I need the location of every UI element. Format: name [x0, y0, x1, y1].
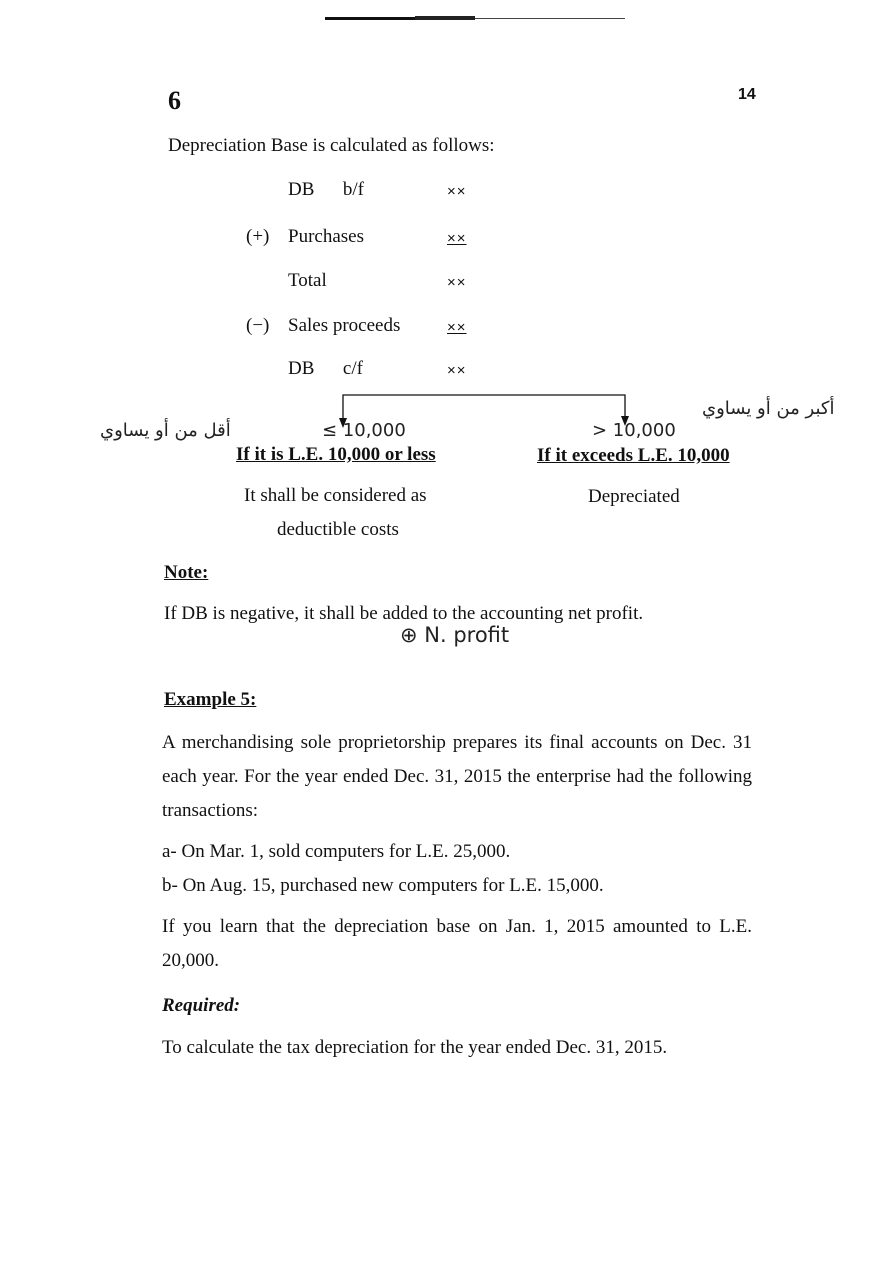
- note-handwritten: ⊕ N. profit: [400, 623, 510, 647]
- page-number: 14: [738, 86, 756, 103]
- calc-value: ××: [447, 362, 467, 379]
- required-title: Required:: [162, 995, 241, 1016]
- calc-label: DB c/f: [288, 358, 363, 379]
- example-paragraph: A merchandising sole proprietorship prepares its final accounts on Dec. 31 each year. For the year ended Dec. 31, 2015 the enterprise had the following transactions:: [162, 732, 752, 821]
- right-handwritten-value: > 10,000: [592, 420, 676, 441]
- calc-sign: (+): [246, 226, 270, 247]
- intro-text: Depreciation Base is calculated as follows:: [168, 135, 495, 156]
- left-arabic-note: أقل من أو يساوي: [100, 420, 231, 441]
- right-branch-line1: Depreciated: [588, 486, 680, 507]
- calc-label: Total: [288, 270, 327, 291]
- calc-label: DB b/f: [288, 179, 364, 200]
- left-branch-line1: It shall be considered as: [244, 485, 427, 506]
- calc-value: ××: [447, 274, 467, 291]
- example-info: If you learn that the depreciation base on Jan. 1, 2015 amounted to L.E. 20,000.: [162, 916, 752, 971]
- required-text: To calculate the tax depreciation for the year ended Dec. 31, 2015.: [162, 1037, 668, 1058]
- calc-label: Purchases: [288, 226, 364, 247]
- right-arabic-note: أكبر من أو يساوي: [702, 398, 835, 419]
- left-branch-heading: If it is L.E. 10,000 or less: [236, 444, 436, 465]
- note-text: If DB is negative, it shall be added to the accounting net profit.: [164, 603, 644, 624]
- calc-value: ××: [447, 183, 467, 200]
- calc-value: ××: [447, 230, 467, 247]
- calc-label: Sales proceeds: [288, 315, 401, 336]
- right-branch-heading: If it exceeds L.E. 10,000: [537, 445, 730, 466]
- example-item: a- On Mar. 1, sold computers for L.E. 25,000.: [162, 841, 511, 862]
- branch-connector: [343, 395, 625, 420]
- left-handwritten-value: ≤ 10,000: [322, 420, 406, 441]
- left-branch-line2: deductible costs: [277, 519, 399, 540]
- calc-value: ××: [447, 319, 467, 336]
- note-title: Note:: [164, 562, 209, 583]
- chapter-number: 6: [168, 86, 181, 115]
- calc-sign: (−): [246, 315, 270, 336]
- example-title: Example 5:: [164, 689, 257, 710]
- example-item: b- On Aug. 15, purchased new computers for L.E. 15,000.: [162, 875, 604, 896]
